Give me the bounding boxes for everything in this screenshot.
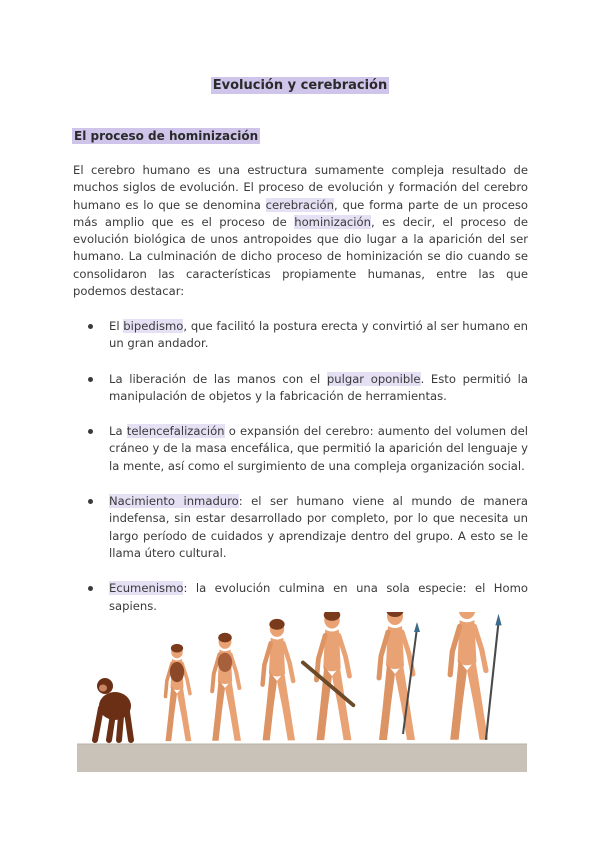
figure-chimpanzee [95, 678, 131, 740]
list-item-nacimiento [88, 493, 528, 562]
figure-australopithecus [165, 644, 191, 741]
list-item-text: La liberación de las manos con el [109, 371, 327, 386]
list-item-text: : el ser humano viene al mundo de manera indefensa, sin estar desarrollado por completo, por lo que necesita un largo período de cuidados y aprendizaje dentro del grupo. A esto se le llama útero cultural. [109, 494, 528, 560]
term-cerebracion: cerebración [265, 197, 334, 212]
characteristics-list [88, 318, 528, 633]
list-item-text: . Esto permitió la manipulación de objetos y la fabricación de herramientas. [109, 371, 528, 403]
figure-homo-sapiens-early [379, 612, 420, 740]
figure-neanderthal [303, 612, 353, 740]
list-item-text: : la evolución culmina en una sola especie: el Homo sapiens. [109, 581, 528, 613]
list-item-text: El [109, 319, 124, 333]
intro-text-2: , que forma parte de un proceso más amplio que es el proceso de [73, 197, 528, 229]
list-item-manos [88, 371, 528, 406]
ground [77, 744, 527, 772]
human-evolution-illustration [77, 612, 527, 774]
figure-homo-sapiens [450, 612, 501, 740]
term-bipedismo: bipedismo [123, 319, 184, 333]
page-title: Evolución y cerebración [212, 78, 388, 93]
list-item-ecumenismo [88, 580, 528, 615]
intro-paragraph [73, 162, 528, 300]
term-hominizacion: hominización [294, 214, 371, 229]
term-ecumenismo: Ecumenismo [109, 581, 184, 596]
list-item-bipedismo [88, 318, 528, 353]
page-title-wrap [0, 74, 600, 93]
list-item-text: La [109, 424, 127, 439]
figure-homo-habilis [212, 633, 241, 741]
intro-text-3: , es decir, el proceso de evolución biológica de unos antropoides que dio lugar a la aparición del ser humano. La culminación de dicho proceso de hominización se dio cuando se consolidaron las características propiamente humanas, entre las que podemos destacar: [73, 214, 528, 299]
section-title: El proceso de hominización [74, 129, 259, 143]
term-telencefalizacion: telencefalización [126, 424, 225, 439]
term-nacimiento-inmaduro: Nacimiento inmaduro [109, 494, 239, 509]
term-pulgar-oponible: pulgar oponible [326, 371, 421, 386]
list-item-text: , que facilitó la postura erecta y convirtió al ser humano en un gran andador. [109, 319, 529, 351]
list-item-text: o expansión del cerebro: aumento del volumen del cráneo y de la masa encefálica, que permitió la aparición del lenguaje y la mente, así como el surgimiento de una compleja organización social. [109, 424, 528, 473]
intro-text-1: El cerebro humano es una estructura sumamente compleja resultado de muchos siglos de evolución. El proceso de evolución y formación del cerebro humano es lo que se denomina [73, 163, 528, 212]
figure-homo-erectus [263, 619, 295, 741]
list-item-telencefalizacion [88, 423, 528, 475]
